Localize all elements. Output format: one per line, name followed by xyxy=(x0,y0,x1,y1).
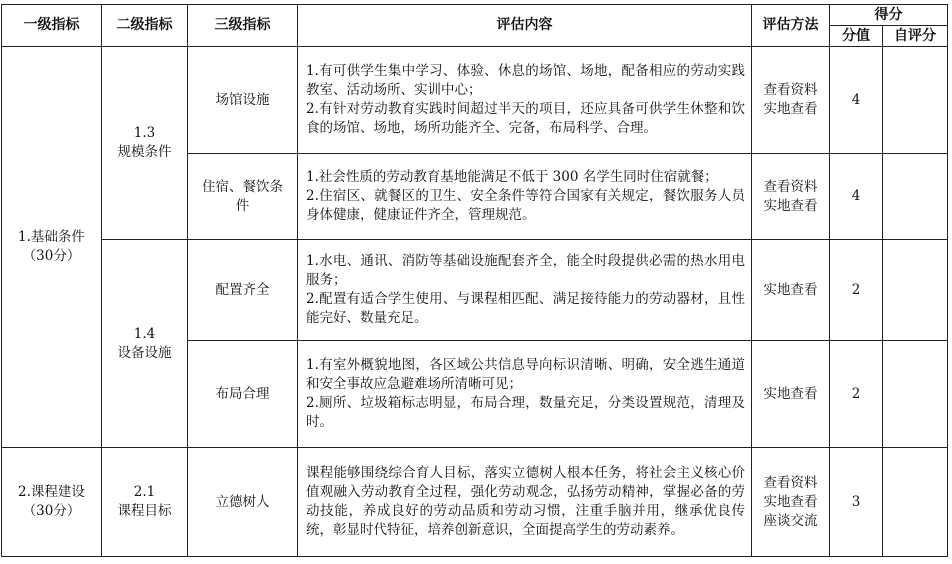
content-cell xyxy=(298,47,752,154)
method-line: 座谈交流 xyxy=(763,512,818,529)
header-points: 分值 xyxy=(830,26,883,47)
content-line: 1.有可供学生集中学习、体验、休息的场馆、场地，配备相应的劳动实践教室、活动场所、实训中心； xyxy=(306,63,745,98)
table-row xyxy=(2,47,948,154)
level2-cell xyxy=(102,47,188,240)
level1-name: 2.课程建设 xyxy=(18,484,85,500)
header-method: 评估方法 xyxy=(752,5,830,47)
content-line: 1.有室外概貌地图，各区域公共信息导向标识清晰、明确，安全逃生通道和安全事故应急避难场所清晰可见； xyxy=(306,357,745,392)
level2-num: 2.1 xyxy=(133,484,156,500)
level1-name: 1.基础条件 xyxy=(18,229,85,245)
method-line: 查看资料 xyxy=(763,474,818,491)
header-self-score: 自评分 xyxy=(883,26,948,47)
content-cell xyxy=(298,240,752,341)
method-cell xyxy=(752,341,830,448)
content-line: 2.有针对劳动教育实践时间超过半天的项目，还应具备可供学生休整和饮食的场馆、场地，场所功能齐全、完备，布局科学、合理。 xyxy=(306,101,745,136)
level3-cell: 场馆设施 xyxy=(188,47,298,154)
content-line: 1.水电、通讯、消防等基础设施配套齐全，能全时段提供必需的热水用电服务； xyxy=(306,253,745,288)
points-cell: 4 xyxy=(830,47,883,154)
content-line: 2.厕所、垃圾箱标志明显，布局合理，数量充足，分类设置规范，清理及时。 xyxy=(306,395,745,430)
level3-cell: 立德树人 xyxy=(188,448,298,557)
level3-cell: 布局合理 xyxy=(188,341,298,448)
header-level2: 二级指标 xyxy=(102,5,188,47)
method-line: 实地查看 xyxy=(763,493,818,510)
table-row xyxy=(2,240,948,341)
method-line: 实地查看 xyxy=(763,281,818,298)
level2-cell xyxy=(102,448,188,557)
self-score-cell[interactable] xyxy=(883,154,948,240)
method-cell xyxy=(752,240,830,341)
header-row-1 xyxy=(2,5,948,26)
header-level1: 一级指标 xyxy=(2,5,102,47)
content-line: 2.住宿区、就餐区的卫生、安全条件等符合国家有关规定，餐饮服务人员身体健康，健康证件齐全，管理规范。 xyxy=(306,188,745,223)
self-score-cell[interactable] xyxy=(883,240,948,341)
self-score-cell[interactable] xyxy=(883,448,948,557)
header-score: 得分 xyxy=(830,5,948,26)
method-line: 实地查看 xyxy=(763,385,818,402)
level2-cell xyxy=(102,240,188,448)
points-cell: 4 xyxy=(830,154,883,240)
level1-sub: （30分） xyxy=(22,503,81,519)
level2-name: 规模条件 xyxy=(117,144,172,160)
level2-num: 1.4 xyxy=(133,325,156,342)
method-line: 实地查看 xyxy=(763,197,818,214)
method-cell xyxy=(752,154,830,240)
level3-cell xyxy=(188,154,298,240)
points-cell: 3 xyxy=(830,448,883,557)
self-score-cell[interactable] xyxy=(883,47,948,154)
header-level3: 三级指标 xyxy=(188,5,298,47)
level1-cell xyxy=(2,47,102,448)
self-score-cell[interactable] xyxy=(883,341,948,448)
level1-cell xyxy=(2,448,102,557)
level2-name: 设备设施 xyxy=(117,344,172,361)
content-cell xyxy=(298,448,752,557)
level2-name: 课程目标 xyxy=(117,503,172,519)
level3-cell: 配置齐全 xyxy=(188,240,298,341)
content-cell xyxy=(298,341,752,448)
content-line: 2.配置有适合学生使用、与课程相匹配、满足接待能力的劳动器材，且性能完好、数量充足。 xyxy=(306,291,745,326)
method-line: 查看资料 xyxy=(763,178,818,195)
level1-sub: （30分） xyxy=(22,248,81,264)
method-cell xyxy=(752,47,830,154)
content-line: 1.社会性质的劳动教育基地能满足不低于 300 名学生同时住宿就餐； xyxy=(306,169,718,185)
content-cell xyxy=(298,154,752,240)
points-cell: 2 xyxy=(830,240,883,341)
points-cell: 2 xyxy=(830,341,883,448)
method-line: 实地查看 xyxy=(763,101,818,117)
evaluation-table xyxy=(1,4,948,557)
method-cell xyxy=(752,448,830,557)
content-line: 课程能够围绕综合育人目标，落实立德树人根本任务，将社会主义核心价值观融入劳动教育全过程，强化劳动观念，弘扬劳动精神，掌握必备的劳动技能，养成良好的劳动品质和劳动习惯，注重手脑并用，继承优良传统，彰显时代特征，培养创新意识，全面提高学生的劳动素养。 xyxy=(306,465,745,538)
level2-num: 1.3 xyxy=(133,125,156,141)
table-row xyxy=(2,448,948,557)
header-content: 评估内容 xyxy=(298,5,752,47)
level3-text: 住宿、餐饮条件 xyxy=(202,178,283,214)
method-line: 查看资料 xyxy=(763,82,818,98)
